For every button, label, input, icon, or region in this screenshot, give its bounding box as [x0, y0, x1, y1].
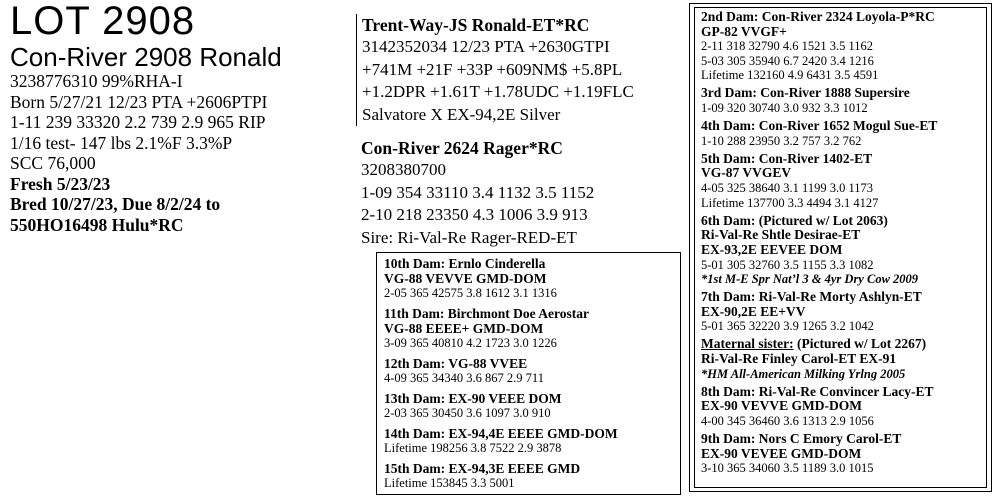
mgs-line: 3208380700	[361, 160, 446, 179]
dam-entry	[384, 356, 680, 386]
dam-record: 3-09 365 40810 4.2 1723 3.0 1226	[384, 336, 557, 350]
animal-name: Con-River 2908 Ronald	[10, 42, 282, 72]
dam-title: EX-90 VEVEE GMD-DOM	[701, 445, 862, 461]
birth-line: Born 5/27/21 12/23 PTA +2606PTPI	[10, 91, 268, 112]
dam-title: VG-87 VVGEV	[701, 165, 792, 181]
dam-title: VG-88 EEEE+ GMD-DOM	[384, 321, 544, 336]
dam-title: 5th Dam: Con-River 1402-ET	[701, 150, 873, 166]
lower-dams-box	[376, 252, 681, 495]
dam-title: GP-82 VVGF+	[701, 23, 787, 39]
dam-title: 15th Dam: EX-94,3E EEEE GMD	[384, 461, 581, 476]
mgs-line: 1-09 354 33110 3.4 1132 3.5 1152	[361, 182, 595, 202]
mgs-line: Sire: Ri-Val-Re Rager-RED-ET	[361, 227, 577, 247]
dam-title: 8th Dam: Ri-Val-Re Convincer Lacy-ET	[701, 383, 934, 399]
dam-entry	[701, 385, 986, 429]
dam-record: Lifetime 153845 3.3 5001	[384, 476, 515, 490]
dam-record: Lifetime 137700 3.3 4494 3.1 4127	[701, 195, 879, 210]
dam-title: VG-88 VEVVE GMD-DOM	[384, 271, 547, 286]
dam-entry	[384, 306, 680, 351]
dam-entry	[701, 86, 986, 115]
sire-line: Salvatore X EX-94,2E Silver	[362, 104, 561, 124]
dam-title: Maternal sister: (Pictured w/ Lot 2267)	[701, 336, 927, 352]
dam-record: 5-01 365 32220 3.9 1265 3.2 1042	[701, 319, 874, 334]
record-line: 1-11 239 33320 2.2 739 2.9 965 RIP	[10, 112, 266, 132]
mgs-line: 2-10 218 23350 4.3 1006 3.9 913	[361, 205, 588, 224]
scc-line: SCC 76,000	[10, 153, 96, 173]
sire-line: +741M +21F +33P +609NM$ +5.8PL	[362, 59, 623, 79]
dam-entry	[701, 152, 986, 210]
sire-line: 3142352034 12/23 PTA +2630GTPI	[362, 37, 610, 56]
dam-title: Ri-Val-Re Shtle Desirae-ET	[701, 227, 861, 243]
dam-record: Lifetime 198256 3.8 7522 2.9 3878	[384, 441, 562, 455]
dam-record: 3-10 365 34060 3.5 1189 3.0 1015	[701, 461, 874, 476]
dam-title: 4th Dam: Con-River 1652 Mogul Sue-ET	[701, 118, 938, 134]
test-line: 1/16 test- 147 lbs 2.1%F 3.3%P	[10, 132, 233, 153]
dam-record: 1-09 320 30740 3.0 932 3.3 1012	[701, 101, 868, 116]
fresh-line: Fresh 5/23/23	[10, 173, 111, 194]
dam-title: 13th Dam: EX-90 VEEE DOM	[384, 391, 562, 406]
dam-title: Ri-Val-Re Finley Carol-ET EX-91	[701, 351, 897, 367]
dam-title: EX-90 VEVVE GMD-DOM	[701, 398, 862, 414]
dam-title: 14th Dam: EX-94,4E EEEE GMD-DOM	[384, 426, 618, 441]
dam-title: EX-93,2E EEVEE DOM	[701, 241, 843, 257]
dam-entry	[701, 290, 986, 334]
lot-title: LOT 2908	[10, 0, 196, 43]
dam-title: 11th Dam: Birchmont Doe Aerostar	[384, 306, 589, 321]
dam-title: 6th Dam: (Pictured w/ Lot 2063)	[701, 212, 888, 228]
dam-title: 7th Dam: Ri-Val-Re Morty Ashlyn-ET	[701, 289, 922, 305]
dam-title: EX-90,2E EE+VV	[701, 303, 806, 319]
dam-record: 2-05 365 42575 3.8 1612 3.1 1316	[384, 286, 557, 300]
dam-entry	[701, 119, 986, 148]
dam-title: 2nd Dam: Con-River 2324 Loyola-P*RC	[701, 9, 935, 24]
sire-line: +1.2DPR +1.61T +1.78UDC +1.19FLC	[362, 82, 634, 101]
dam-record: Lifetime 132160 4.9 6431 3.5 4591	[701, 68, 879, 83]
dam-entry	[701, 10, 986, 83]
dam-entry	[384, 426, 680, 456]
mgs-title: Con-River 2624 Rager*RC	[361, 138, 563, 158]
dam-record: 4-09 365 34340 3.6 867 2.9 711	[384, 371, 544, 385]
dam-title: 10th Dam: Ernlo Cinderella	[384, 256, 546, 271]
bred-line: Bred 10/27/23, Due 8/2/24 to	[10, 194, 221, 214]
registration-line: 3238776310 99%RHA-I	[10, 71, 183, 91]
right-dams-box	[689, 3, 992, 492]
sire-title: Trent-Way-JS Ronald-ET*RC	[362, 15, 590, 35]
dam-record: 5-01 305 32760 3.5 1155 3.3 1082	[701, 257, 874, 272]
dam-entry	[701, 337, 986, 381]
dam-title: 3rd Dam: Con-River 1888 Supersire	[701, 85, 910, 101]
dam-title: 12th Dam: VG-88 VVEE	[384, 356, 528, 371]
dam-note: *HM All-American Milking Yrlng 2005	[701, 366, 906, 381]
dam-title: 9th Dam: Nors C Emory Carol-ET	[701, 431, 902, 447]
dam-entry	[701, 214, 986, 287]
dam-record: 1-10 288 23950 3.2 757 3.2 762	[701, 133, 862, 148]
lot-info	[10, 0, 350, 235]
dam-record: 4-00 345 36460 3.6 1313 2.9 1056	[701, 413, 874, 428]
dam-record: 4-05 325 38640 3.1 1199 3.0 1173	[701, 181, 873, 196]
sire-block	[356, 14, 682, 126]
dam-record: 2-11 318 32790 4.6 1521 3.5 1162	[701, 39, 873, 54]
service-sire-line: 550HO16498 Hulu*RC	[10, 214, 184, 235]
dam-entry	[384, 256, 680, 301]
dam-record: 2-03 365 30450 3.6 1097 3.0 910	[384, 406, 551, 420]
dam-entry	[384, 461, 680, 491]
maternal-grandsire-block	[356, 137, 681, 249]
dam-entry	[384, 391, 680, 421]
dam-entry	[701, 432, 986, 476]
dam-record: 5-03 305 35940 6.7 2420 3.4 1216	[701, 53, 874, 68]
dam-note: *1st M-E Spr Nat’l 3 & 4yr Dry Cow 2009	[701, 272, 919, 287]
right-dams-inner	[694, 7, 987, 488]
